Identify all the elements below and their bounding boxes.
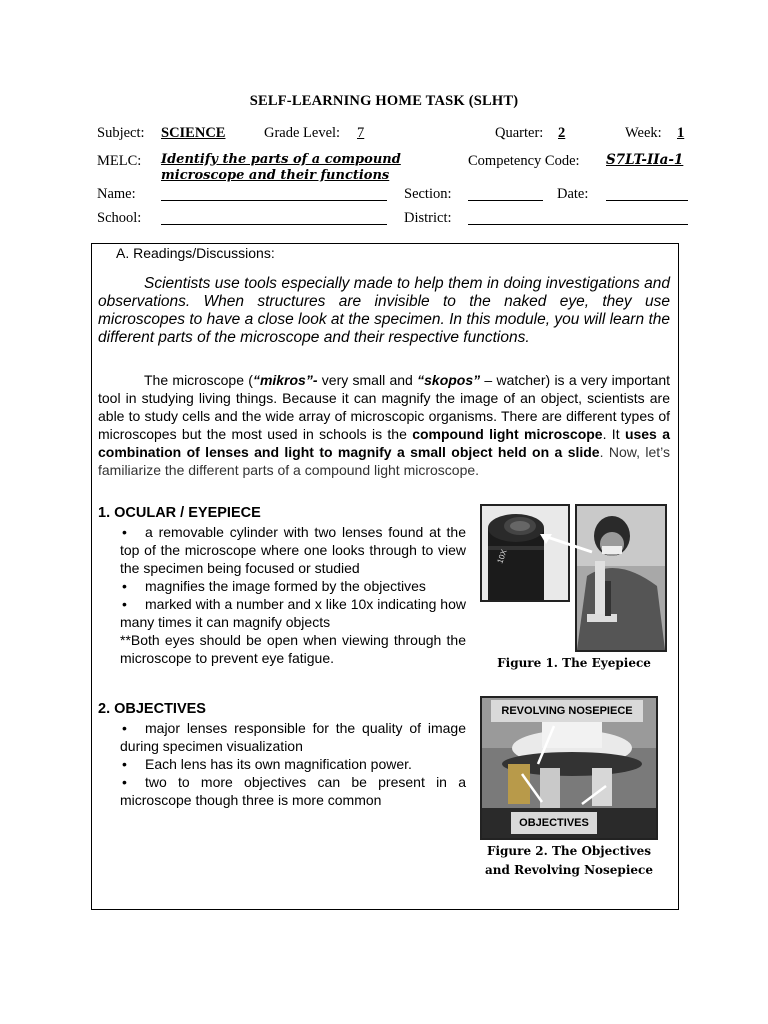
student-microscope-illustration xyxy=(577,506,665,650)
melc-label: MELC: xyxy=(97,153,142,169)
subject-value: SCIENCE xyxy=(161,125,226,141)
readings-heading: A. Readings/Discussions: xyxy=(116,245,275,261)
subject-label: Subject: xyxy=(97,125,145,141)
ocular-bullet-list xyxy=(120,523,466,667)
figure-1-caption: Figure 1. The Eyepiece xyxy=(497,656,651,670)
para-bold-lenses: uses a combination of lenses and light to magnify a small object held on a slide xyxy=(98,426,670,460)
section-field-line[interactable] xyxy=(468,200,543,201)
objectives-bullet-1: • major lenses responsible for the quality of image during specimen visualization xyxy=(120,719,466,755)
competency-code-value: S7LT-IIa-1 xyxy=(606,152,684,168)
district-label: District: xyxy=(404,210,452,226)
ocular-bullet-2: • magnifies the image formed by the objectives xyxy=(120,577,466,595)
section-ocular-heading: 1. OCULAR / EYEPIECE xyxy=(98,505,261,521)
intro-paragraph: Scientists use tools especially made to help them in doing investigations and observations. When structures are invisible to the naked eye, they use microscopes to have a close look at the specimen. In this module, you will learn the different parts of the microscope and their respective functions. xyxy=(98,275,670,346)
name-label: Name: xyxy=(97,186,136,202)
name-field-line[interactable] xyxy=(161,200,387,201)
ocular-note: **Both eyes should be open when viewing through the microscope to prevent eye fatigue. xyxy=(120,632,466,666)
microscope-paragraph xyxy=(98,371,670,479)
quarter-value: 2 xyxy=(558,125,566,141)
para-bold-skopos: “skopos” xyxy=(417,372,481,388)
objectives-bullet-3: • two to more objectives can be present in a microscope though three is more common xyxy=(120,773,466,809)
competency-code-label: Competency Code: xyxy=(468,153,580,169)
section-label: Section: xyxy=(404,186,452,202)
date-label: Date: xyxy=(557,186,589,202)
quarter-label: Quarter: xyxy=(495,125,544,141)
para-text-5: . Now, let’s familiarize the different parts of a compound light microscope. xyxy=(98,444,670,478)
figure-2-caption-line1: Figure 2. The Objectives xyxy=(486,844,652,858)
district-field-line[interactable] xyxy=(468,224,688,225)
grade-level-label: Grade Level: xyxy=(264,125,341,141)
school-label: School: xyxy=(97,210,142,226)
para-text-3: – watcher) is a very important tool in studying living things. Because it can magnify the image of an object, scientists are able to study cells and the wide array of microscopic organisms. There are different types of microscopes but the most used in schools is the xyxy=(98,372,670,442)
objectives-label: OBJECTIVES xyxy=(511,812,597,834)
week-label: Week: xyxy=(625,125,662,141)
para-bold-mikros: “mikros”- xyxy=(252,372,318,388)
document-title: SELF-LEARNING HOME TASK (SLHT) xyxy=(249,93,519,109)
para-text-4: . It xyxy=(602,426,625,442)
ocular-bullet-3: • marked with a number and x like 10x indicating how many times it can magnify objects xyxy=(120,595,466,631)
melc-value-line2: microscope and their functions xyxy=(161,168,390,183)
eyepiece-marking-text: 10X xyxy=(495,548,509,565)
date-field-line[interactable] xyxy=(606,200,688,201)
objectives-bullet-2: • Each lens has its own magnification power. xyxy=(120,755,466,773)
grade-level-value: 7 xyxy=(357,125,365,141)
melc-value-line1: Identify the parts of a compound xyxy=(161,152,401,167)
section-objectives-heading: 2. OBJECTIVES xyxy=(98,701,206,717)
ocular-bullet-1: • a removable cylinder with two lenses found at the top of the microscope where one looks through to view the specimen being focused or studied xyxy=(120,523,466,577)
para-text-2: very small and xyxy=(317,372,418,388)
school-field-line[interactable] xyxy=(161,224,387,225)
student-using-microscope-image xyxy=(575,504,667,652)
week-value: 1 xyxy=(677,125,685,141)
para-bold-compound: compound light microscope xyxy=(412,426,603,442)
figure-2-caption-line2: and Revolving Nosepiece xyxy=(485,863,653,877)
pointer-arrow-icon xyxy=(540,530,600,560)
objectives-bullet-list xyxy=(120,719,466,809)
revolving-nosepiece-label: REVOLVING NOSEPIECE xyxy=(491,700,643,722)
para-text-1: The microscope ( xyxy=(144,372,253,388)
